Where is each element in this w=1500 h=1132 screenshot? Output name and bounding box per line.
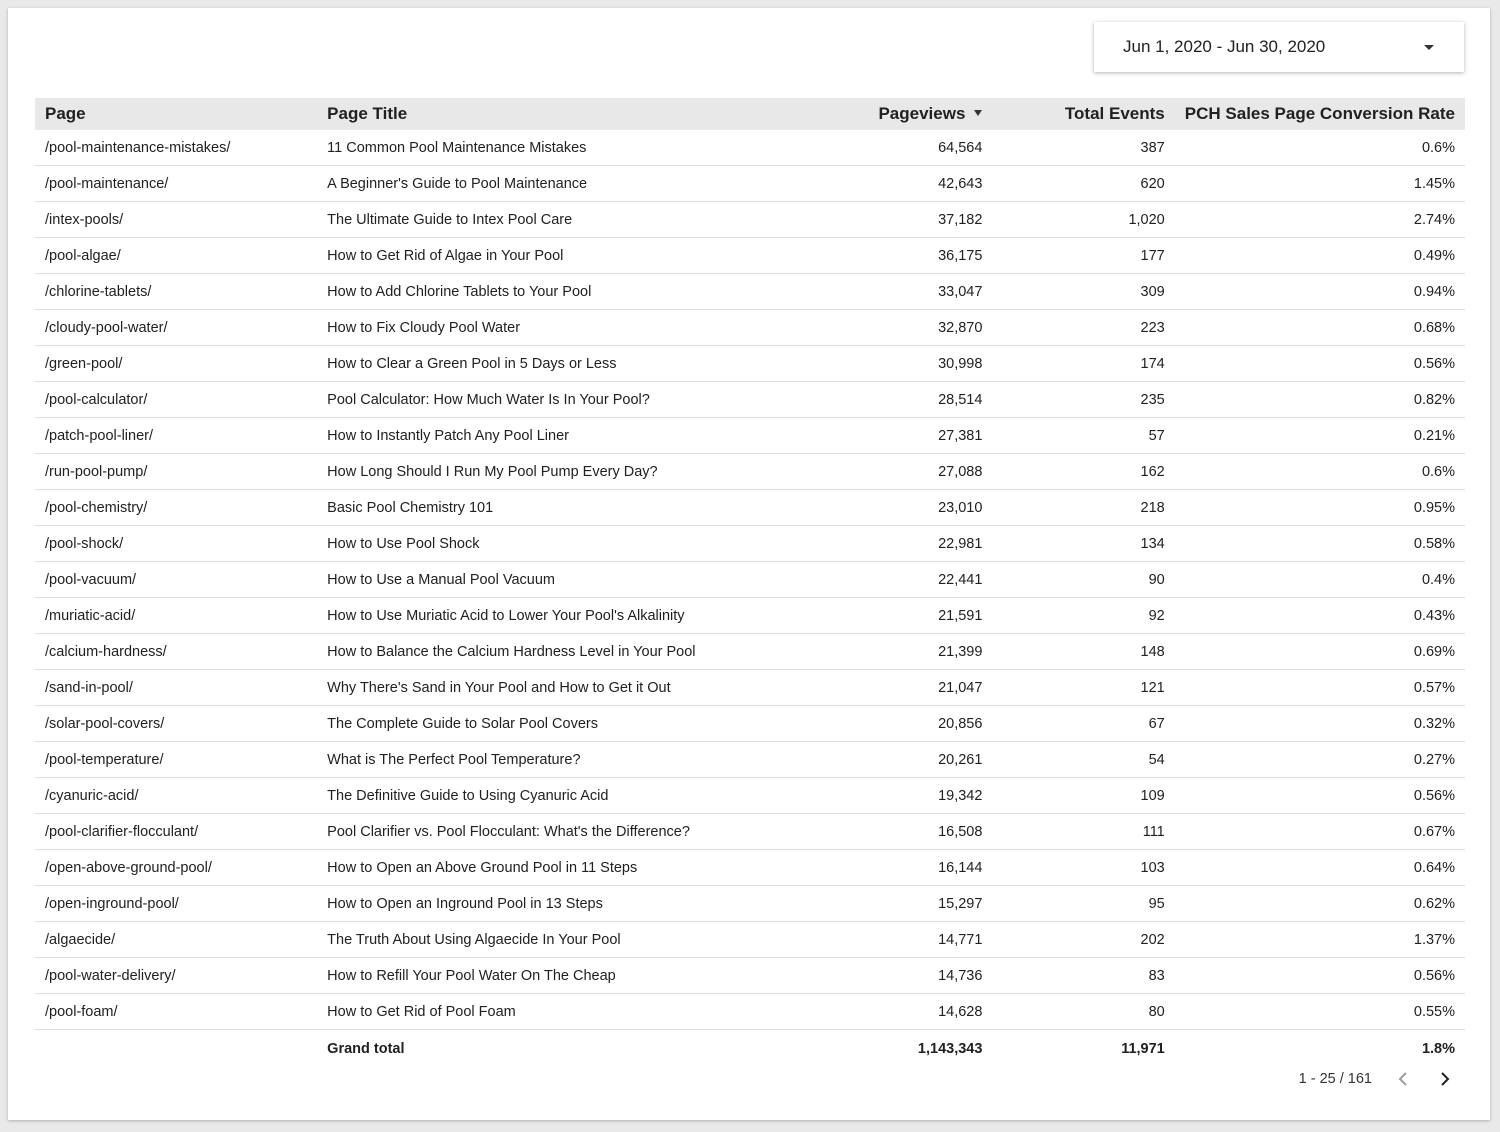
cell-pageviews: 28,514 (730, 382, 993, 418)
cell-pageviews: 20,261 (730, 742, 993, 778)
cell-page-title: How to Add Chlorine Tablets to Your Pool (317, 274, 730, 310)
cell-page-title: The Ultimate Guide to Intex Pool Care (317, 202, 730, 238)
cell-page-title: How to Use a Manual Pool Vacuum (317, 562, 730, 598)
sort-descending-icon (974, 110, 982, 116)
table-row[interactable] (35, 814, 1465, 850)
column-header-page-title[interactable]: Page Title (317, 98, 730, 130)
cell-pageviews: 32,870 (730, 310, 993, 346)
table-row[interactable] (35, 706, 1465, 742)
cell-conversion-rate: 0.43% (1175, 598, 1465, 634)
cell-page-title: What is The Perfect Pool Temperature? (317, 742, 730, 778)
cell-page-title: How to Clear a Green Pool in 5 Days or Less (317, 346, 730, 382)
table-row[interactable] (35, 922, 1465, 958)
cell-page: /pool-temperature/ (35, 742, 317, 778)
grand-total-spacer (35, 1030, 317, 1068)
cell-total-events: 309 (992, 274, 1174, 310)
table-row[interactable] (35, 166, 1465, 202)
cell-total-events: 174 (992, 346, 1174, 382)
column-header-total-events[interactable]: Total Events (992, 98, 1174, 130)
report-card (8, 8, 1490, 1120)
cell-total-events: 620 (992, 166, 1174, 202)
cell-page-title: How to Refill Your Pool Water On The Cheap (317, 958, 730, 994)
cell-pageviews: 33,047 (730, 274, 993, 310)
cell-conversion-rate: 0.82% (1175, 382, 1465, 418)
cell-page: /pool-maintenance/ (35, 166, 317, 202)
cell-pageviews: 20,856 (730, 706, 993, 742)
grand-total-row (35, 1030, 1465, 1068)
cell-page-title: How to Get Rid of Algae in Your Pool (317, 238, 730, 274)
cell-page: /pool-calculator/ (35, 382, 317, 418)
cell-page-title: Pool Calculator: How Much Water Is In Your Pool? (317, 382, 730, 418)
cell-pageviews: 36,175 (730, 238, 993, 274)
cell-page: /cloudy-pool-water/ (35, 310, 317, 346)
cell-total-events: 92 (992, 598, 1174, 634)
cell-total-events: 54 (992, 742, 1174, 778)
cell-conversion-rate: 1.37% (1175, 922, 1465, 958)
cell-total-events: 90 (992, 562, 1174, 598)
cell-conversion-rate: 0.55% (1175, 994, 1465, 1030)
table-header-row (35, 98, 1465, 130)
cell-conversion-rate: 0.67% (1175, 814, 1465, 850)
cell-pageviews: 21,399 (730, 634, 993, 670)
cell-page: /pool-algae/ (35, 238, 317, 274)
cell-page: /algaecide/ (35, 922, 317, 958)
chevron-right-icon (1439, 1071, 1451, 1087)
cell-conversion-rate: 0.57% (1175, 670, 1465, 706)
table-row[interactable] (35, 778, 1465, 814)
cell-total-events: 235 (992, 382, 1174, 418)
cell-conversion-rate: 2.74% (1175, 202, 1465, 238)
cell-page-title: Pool Clarifier vs. Pool Flocculant: What's the Difference? (317, 814, 730, 850)
cell-total-events: 148 (992, 634, 1174, 670)
cell-page: /sand-in-pool/ (35, 670, 317, 706)
cell-pageviews: 19,342 (730, 778, 993, 814)
cell-page: /chlorine-tablets/ (35, 274, 317, 310)
table-row[interactable] (35, 346, 1465, 382)
column-header-conversion-rate[interactable]: PCH Sales Page Conversion Rate (1175, 98, 1465, 130)
cell-conversion-rate: 0.62% (1175, 886, 1465, 922)
grand-total-events: 11,971 (1121, 1040, 1165, 1057)
cell-pageviews: 21,047 (730, 670, 993, 706)
cell-conversion-rate: 0.21% (1175, 418, 1465, 454)
cell-page: /green-pool/ (35, 346, 317, 382)
cell-total-events: 202 (992, 922, 1174, 958)
cell-page: /pool-shock/ (35, 526, 317, 562)
cell-page: /intex-pools/ (35, 202, 317, 238)
cell-total-events: 218 (992, 490, 1174, 526)
grand-total-label: Grand total (327, 1040, 405, 1057)
cell-conversion-rate: 0.56% (1175, 778, 1465, 814)
table-row[interactable] (35, 670, 1465, 706)
date-range-label: Jun 1, 2020 - Jun 30, 2020 (1123, 37, 1326, 56)
cell-pageviews: 37,182 (730, 202, 993, 238)
cell-page-title: A Beginner's Guide to Pool Maintenance (317, 166, 730, 202)
cell-conversion-rate: 0.64% (1175, 850, 1465, 886)
cell-conversion-rate: 0.56% (1175, 346, 1465, 382)
table-row[interactable] (35, 202, 1465, 238)
cell-pageviews: 22,981 (730, 526, 993, 562)
cell-page-title: How to Instantly Patch Any Pool Liner (317, 418, 730, 454)
cell-total-events: 80 (992, 994, 1174, 1030)
cell-conversion-rate: 0.32% (1175, 706, 1465, 742)
cell-page-title: How to Open an Inground Pool in 13 Steps (317, 886, 730, 922)
cell-page: /patch-pool-liner/ (35, 418, 317, 454)
table-row[interactable] (35, 562, 1465, 598)
cell-page: /pool-water-delivery/ (35, 958, 317, 994)
cell-page-title: How to Use Muriatic Acid to Lower Your Pool's Alkalinity (317, 598, 730, 634)
cell-total-events: 83 (992, 958, 1174, 994)
table-row[interactable] (35, 238, 1465, 274)
cell-page: /calcium-hardness/ (35, 634, 317, 670)
table-row[interactable] (35, 886, 1465, 922)
cell-conversion-rate: 1.45% (1175, 166, 1465, 202)
cell-pageviews: 16,508 (730, 814, 993, 850)
table-row[interactable] (35, 418, 1465, 454)
cell-total-events: 162 (992, 454, 1174, 490)
cell-page: /pool-clarifier-flocculant/ (35, 814, 317, 850)
cell-page-title: The Complete Guide to Solar Pool Covers (317, 706, 730, 742)
table-row[interactable] (35, 526, 1465, 562)
cell-conversion-rate: 0.4% (1175, 562, 1465, 598)
cell-page: /pool-maintenance-mistakes/ (35, 130, 317, 166)
cell-page: /pool-chemistry/ (35, 490, 317, 526)
cell-conversion-rate: 0.58% (1175, 526, 1465, 562)
caret-down-icon (1424, 45, 1434, 50)
table-row[interactable] (35, 598, 1465, 634)
table-row[interactable] (35, 850, 1465, 886)
cell-pageviews: 14,771 (730, 922, 993, 958)
cell-page-title: The Truth About Using Algaecide In Your Pool (317, 922, 730, 958)
table-row[interactable] (35, 634, 1465, 670)
grand-total-pageviews: 1,143,343 (917, 1040, 983, 1057)
cell-pageviews: 14,628 (730, 994, 993, 1030)
cell-total-events: 177 (992, 238, 1174, 274)
table-row[interactable] (35, 274, 1465, 310)
cell-page-title: How to Get Rid of Pool Foam (317, 994, 730, 1030)
cell-page: /muriatic-acid/ (35, 598, 317, 634)
column-header-pageviews[interactable]: Pageviews (730, 98, 993, 130)
cell-pageviews: 30,998 (730, 346, 993, 382)
table-row[interactable] (35, 382, 1465, 418)
cell-conversion-rate: 0.6% (1175, 454, 1465, 490)
table-row[interactable] (35, 310, 1465, 346)
pagination (1299, 1068, 1456, 1090)
cell-page-title: Basic Pool Chemistry 101 (317, 490, 730, 526)
cell-total-events: 109 (992, 778, 1174, 814)
cell-pageviews: 16,144 (730, 850, 993, 886)
cell-pageviews: 64,564 (730, 130, 993, 166)
cell-conversion-rate: 0.6% (1175, 130, 1465, 166)
cell-total-events: 67 (992, 706, 1174, 742)
cell-total-events: 95 (992, 886, 1174, 922)
cell-conversion-rate: 0.69% (1175, 634, 1465, 670)
cell-total-events: 1,020 (992, 202, 1174, 238)
cell-total-events: 387 (992, 130, 1174, 166)
column-header-page[interactable]: Page (35, 98, 317, 130)
cell-conversion-rate: 0.95% (1175, 490, 1465, 526)
cell-total-events: 111 (992, 814, 1174, 850)
bottom-strip (0, 1124, 1500, 1132)
table-row[interactable] (35, 490, 1465, 526)
grand-total-conversion-rate: 1.8% (1421, 1040, 1455, 1057)
table-row[interactable] (35, 994, 1465, 1030)
cell-pageviews: 21,591 (730, 598, 993, 634)
cell-pageviews: 27,088 (730, 454, 993, 490)
cell-pageviews: 23,010 (730, 490, 993, 526)
cell-conversion-rate: 0.49% (1175, 238, 1465, 274)
cell-total-events: 134 (992, 526, 1174, 562)
table-row[interactable] (35, 454, 1465, 490)
cell-pageviews: 27,381 (730, 418, 993, 454)
cell-conversion-rate: 0.94% (1175, 274, 1465, 310)
data-table (35, 98, 1465, 1067)
cell-conversion-rate: 0.27% (1175, 742, 1465, 778)
cell-page-title: How to Open an Above Ground Pool in 11 Steps (317, 850, 730, 886)
table-row[interactable] (35, 958, 1465, 994)
cell-conversion-rate: 0.56% (1175, 958, 1465, 994)
cell-page-title: How to Balance the Calcium Hardness Level in Your Pool (317, 634, 730, 670)
table-row[interactable] (35, 742, 1465, 778)
cell-page-title: How to Fix Cloudy Pool Water (317, 310, 730, 346)
next-page-button[interactable] (1434, 1068, 1456, 1090)
cell-pageviews: 22,441 (730, 562, 993, 598)
cell-page: /open-inground-pool/ (35, 886, 317, 922)
cell-page: /pool-foam/ (35, 994, 317, 1030)
cell-page-title: Why There's Sand in Your Pool and How to Get it Out (317, 670, 730, 706)
cell-pageviews: 14,736 (730, 958, 993, 994)
cell-total-events: 103 (992, 850, 1174, 886)
cell-total-events: 223 (992, 310, 1174, 346)
table-row[interactable] (35, 130, 1465, 166)
cell-page: /run-pool-pump/ (35, 454, 317, 490)
cell-page-title: How to Use Pool Shock (317, 526, 730, 562)
table-body (35, 130, 1465, 1030)
chevron-left-icon (1397, 1071, 1409, 1087)
cell-page-title: 11 Common Pool Maintenance Mistakes (317, 130, 730, 166)
cell-page: /cyanuric-acid/ (35, 778, 317, 814)
previous-page-button[interactable] (1392, 1068, 1414, 1090)
date-range-picker[interactable] (1094, 22, 1464, 72)
cell-page: /open-above-ground-pool/ (35, 850, 317, 886)
cell-pageviews: 15,297 (730, 886, 993, 922)
cell-page: /solar-pool-covers/ (35, 706, 317, 742)
cell-pageviews: 42,643 (730, 166, 993, 202)
cell-conversion-rate: 0.68% (1175, 310, 1465, 346)
cell-page: /pool-vacuum/ (35, 562, 317, 598)
cell-total-events: 121 (992, 670, 1174, 706)
cell-page-title: How Long Should I Run My Pool Pump Every Day? (317, 454, 730, 490)
cell-page-title: The Definitive Guide to Using Cyanuric Acid (317, 778, 730, 814)
cell-total-events: 57 (992, 418, 1174, 454)
pagination-label: 1 - 25 / 161 (1298, 1071, 1372, 1087)
